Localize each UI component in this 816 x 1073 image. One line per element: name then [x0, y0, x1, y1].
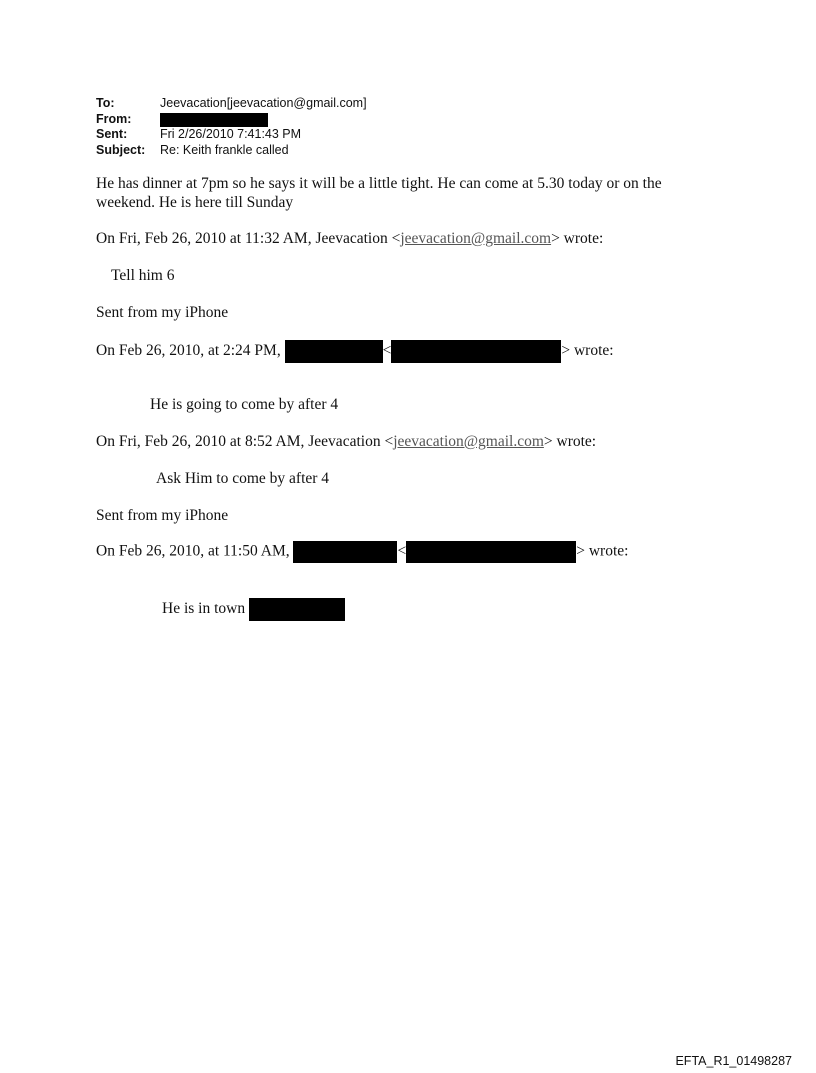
quote-1-prefix: On Fri, Feb 26, 2010 at 11:32 AM, Jeevacation < [96, 230, 401, 247]
sent-value: Fri 2/26/2010 7:41:43 PM [160, 127, 302, 141]
in-town-redaction [249, 598, 345, 621]
quote-3-suffix: > wrote: [543, 433, 597, 450]
from-redaction [160, 113, 268, 127]
quote-4-email-redaction [406, 541, 576, 563]
in-town-line [162, 598, 345, 621]
quote-3-email-link[interactable]: jeevacation@gmail.com [393, 433, 544, 450]
sent-from-iphone-1: Sent from my iPhone [96, 304, 229, 321]
quote-2-lt: < [382, 342, 392, 360]
quote-1-email-link[interactable]: jeevacation@gmail.com [400, 230, 552, 247]
quote-4-suffix: > wrote: [576, 542, 629, 560]
quote-3-prefix: On Fri, Feb 26, 2010 at 8:52 AM, Jeevacation < [96, 433, 394, 450]
to-row [96, 96, 367, 112]
coming-after-text: He is going to come by after 4 [150, 396, 339, 413]
quote-4-prefix: On Feb 26, 2010, at 11:50 AM, [96, 542, 290, 560]
to-value: Jeevacation[jeevacation@gmail.com] [160, 96, 367, 110]
in-town-text: He is in town [162, 600, 246, 618]
quote-4-lt: < [397, 542, 407, 560]
to-label: To: [96, 96, 115, 110]
quote-line-3 [96, 432, 596, 451]
quote-line-2 [96, 340, 614, 363]
subject-row [96, 143, 367, 159]
quote-2-name-redaction [285, 340, 383, 363]
quote-1-suffix: > wrote: [551, 230, 604, 247]
reply-paragraph: He has dinner at 7pm so he says it will be a little tight. He can come at 5.30 today or on the weekend. He is here till Sunday [96, 175, 662, 211]
subject-value: Re: Keith frankle called [160, 142, 289, 157]
from-label: From: [96, 111, 132, 126]
quote-2-email-redaction [391, 340, 561, 363]
quote-4-name-redaction [293, 541, 397, 563]
quote-2-prefix: On Feb 26, 2010, at 2:24 PM, [96, 342, 281, 360]
sent-label: Sent: [96, 127, 128, 141]
quote-2-suffix: > wrote: [561, 342, 614, 360]
from-row [96, 112, 367, 128]
email-header [96, 96, 367, 158]
tell-him-text: Tell him 6 [111, 267, 175, 284]
subject-label: Subject: [96, 142, 146, 157]
quote-line-1 [96, 229, 603, 248]
sent-row [96, 127, 367, 143]
ask-him-text: Ask Him to come by after 4 [156, 470, 330, 487]
sent-from-iphone-2: Sent from my iPhone [96, 507, 229, 524]
quote-line-4 [96, 541, 628, 563]
document-id: EFTA_R1_01498287 [675, 1054, 792, 1068]
